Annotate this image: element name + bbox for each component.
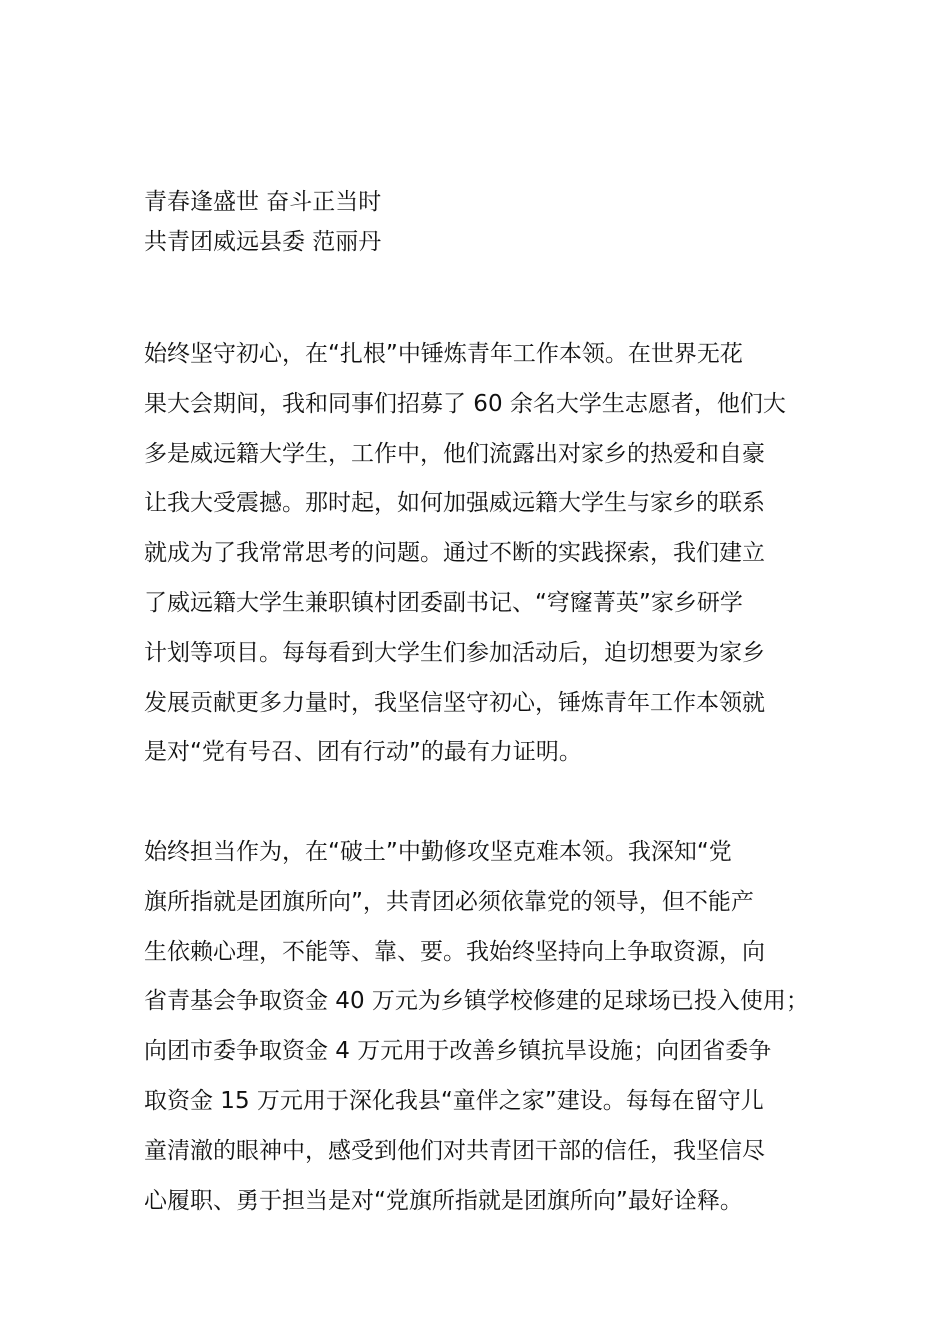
- paragraph-line: 让我大受震撼。那时起，如何加强威远籍大学生与家乡的联系: [144, 490, 765, 517]
- paragraph-breaking-ground: [144, 828, 834, 1226]
- paragraph-line: 了威远籍大学生兼职镇村团委副书记、“穹窿菁英”家乡研学: [144, 589, 743, 616]
- paragraph-rooting: [144, 330, 834, 778]
- paragraph-line: 始终坚守初心，在“扎根”中锤炼青年工作本领。在世界无花: [144, 341, 743, 367]
- paragraph-line: 生依赖心理，不能等、靠、要。我始终坚持向上争取资源，向: [144, 938, 765, 965]
- paragraph-line: 童清澈的眼神中，感受到他们对共青团干部的信任，我坚信尽: [144, 1137, 765, 1164]
- paragraph-line: 向团市委争取资金 4 万元用于改善乡镇抗旱设施；向团省委争: [144, 1038, 772, 1065]
- paragraph-line: 就成为了我常常思考的问题。通过不断的实践探索，我们建立: [144, 540, 765, 567]
- document-author: 共青团威远县委 范丽丹: [144, 229, 382, 255]
- paragraph-line: 取资金 15 万元用于深化我县“童伴之家”建设。每每在留守儿: [144, 1087, 764, 1114]
- document-header: [144, 182, 824, 262]
- paragraph-line: 心履职、勇于担当是对“党旗所指就是团旗所向”最好诠释。: [144, 1187, 743, 1214]
- document-title: 青春逢盛世 奋斗正当时: [144, 189, 382, 215]
- paragraph-line: 是对“党有号召、团有行动”的最有力证明。: [144, 739, 582, 766]
- paragraph-line: 省青基会争取资金 40 万元为乡镇学校修建的足球场已投入使用；: [144, 988, 809, 1015]
- paragraph-line: 发展贡献更多力量时，我坚信坚守初心，锤炼青年工作本领就: [144, 689, 765, 716]
- paragraph-line: 始终担当作为，在“破土”中勤修攻坚克难本领。我深知“党: [144, 839, 732, 865]
- paragraph-line: 计划等项目。每每看到大学生们参加活动后，迫切想要为家乡: [144, 639, 765, 666]
- paragraph-line: 多是威远籍大学生，工作中，他们流露出对家乡的热爱和自豪: [144, 440, 765, 467]
- paragraph-line: 果大会期间，我和同事们招募了 60 余名大学生志愿者，他们大: [144, 390, 786, 417]
- paragraph-line: 旗所指就是团旗所向”，共青团必须依靠党的领导，但不能产: [144, 888, 754, 915]
